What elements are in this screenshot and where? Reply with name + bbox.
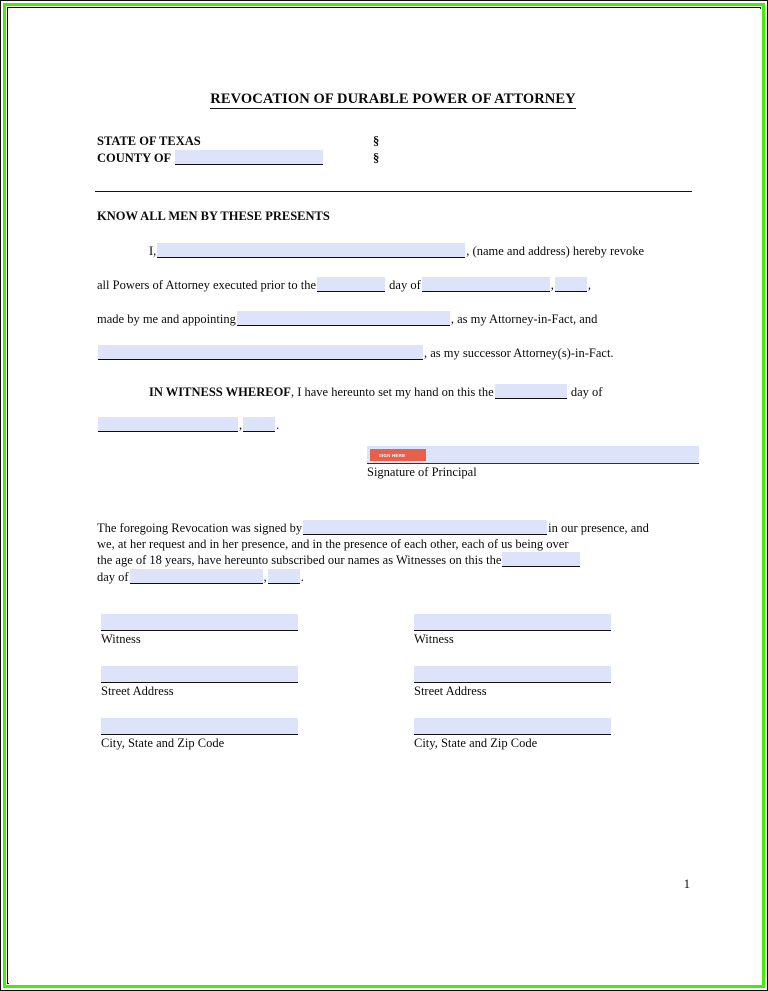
witness-2-city-input[interactable] <box>414 718 611 735</box>
witness-2-city-cell <box>414 718 611 751</box>
hand-date-period: . <box>276 418 280 432</box>
hand-day-input[interactable] <box>495 384 567 399</box>
witness-row-name <box>97 614 697 666</box>
revoke-line-2-b: day of <box>389 278 421 292</box>
witness-2-street-cell <box>414 666 611 699</box>
witness-1-name-input[interactable] <box>101 614 298 631</box>
page-number: 1 <box>683 877 690 891</box>
witness-1-city-caption: City, State and Zip Code <box>101 736 225 750</box>
witness-row-city <box>97 718 697 770</box>
in-witness-whereof-b: day of <box>570 385 603 399</box>
witness-1-city-input[interactable] <box>101 718 298 735</box>
revoke-line-2-a: all Powers of Attorney executed prior to the <box>97 278 317 292</box>
page-title <box>93 91 693 108</box>
sign-here-tag-label: SIGN HERE <box>370 449 414 461</box>
witness-2-street-caption: Street Address <box>414 684 487 698</box>
appointing-line-b: , as my Attorney-in-Fact, and <box>450 312 598 326</box>
hand-month-input[interactable] <box>98 417 238 432</box>
witness-attestation-paragraph <box>97 520 693 585</box>
witness-para-line-1-b: in our presence, and <box>548 521 649 535</box>
witness-para-line-4 <box>97 569 693 586</box>
section-symbol-2: § <box>373 151 380 165</box>
witness-para-line-4-a: day of <box>97 569 129 584</box>
in-witness-whereof-line <box>97 384 602 400</box>
county-input[interactable] <box>175 150 323 165</box>
witness-1-name-cell <box>101 614 298 647</box>
witness-2-city-caption: City, State and Zip Code <box>414 736 538 750</box>
witness-signature-columns <box>97 614 697 770</box>
witness-para-line-3 <box>97 552 693 569</box>
witness-day-input[interactable] <box>502 552 580 567</box>
in-witness-whereof-a: , I have hereunto set my hand on this the <box>290 385 494 399</box>
prior-year-input[interactable] <box>555 277 587 292</box>
name-address-input[interactable] <box>157 243 465 258</box>
signature-caption: Signature of Principal <box>367 465 477 479</box>
revoke-line-2 <box>97 277 591 293</box>
know-all-men-heading: KNOW ALL MEN BY THESE PRESENTS <box>97 209 330 223</box>
sign-here-tag-icon[interactable] <box>370 449 426 461</box>
witness-para-line-4-b: , <box>263 569 267 584</box>
in-witness-whereof-bold: IN WITNESS WHEREOF <box>149 385 291 399</box>
page-title-text: REVOCATION OF DURABLE POWER OF ATTORNEY <box>210 91 576 107</box>
principal-signature-input[interactable] <box>367 446 699 464</box>
witness-2-name-cell <box>414 614 611 647</box>
witness-month-input[interactable] <box>130 569 263 584</box>
successor-line-b: , as my successor Attorney(s)-in-Fact. <box>424 346 614 360</box>
successor-line <box>97 345 614 361</box>
successor-attorney-input[interactable] <box>98 345 423 360</box>
witness-2-name-input[interactable] <box>414 614 611 631</box>
signer-name-input[interactable] <box>303 520 547 535</box>
county-label: COUNTY OF <box>97 151 171 165</box>
witness-para-line-3-a: the age of 18 years, have hereunto subscribed our names as Witnesses on this the <box>97 553 502 568</box>
state-label: STATE OF TEXAS <box>97 134 201 148</box>
witness-1-street-caption: Street Address <box>101 684 174 698</box>
prior-day-input[interactable] <box>317 277 385 292</box>
revoke-line-1-prefix: I, <box>149 244 157 258</box>
hand-year-input[interactable] <box>243 417 275 432</box>
revoke-line-2-c: , <box>550 278 554 292</box>
hand-date-line <box>97 417 279 433</box>
witness-2-street-input[interactable] <box>414 666 611 683</box>
document-sheet <box>9 9 761 984</box>
witness-para-line-1-a: The foregoing Revocation was signed by <box>97 521 303 535</box>
horizontal-divider <box>95 191 692 192</box>
revoke-line-1 <box>97 243 644 259</box>
witness-year-input[interactable] <box>268 569 300 584</box>
signature-block <box>367 446 699 480</box>
prior-month-input[interactable] <box>422 277 550 292</box>
witness-para-line-2: we, at her request and in her presence, and in the presence of each other, each of us being over <box>97 536 569 551</box>
witness-1-street-input[interactable] <box>101 666 298 683</box>
witness-1-name-caption: Witness <box>101 632 141 646</box>
witness-1-street-cell <box>101 666 298 699</box>
attorney-in-fact-input[interactable] <box>237 311 450 326</box>
section-symbol-1: § <box>373 134 380 148</box>
revoke-line-1-suffix: , (name and address) hereby revoke <box>466 244 644 258</box>
sign-here-arrow-icon <box>414 449 426 461</box>
witness-2-name-caption: Witness <box>414 632 454 646</box>
state-county-block <box>97 133 693 167</box>
witness-row-street <box>97 666 697 718</box>
revoke-line-2-d: , <box>587 278 592 292</box>
hand-date-comma: , <box>239 418 243 432</box>
state-row <box>97 133 693 150</box>
witness-para-line-1 <box>97 520 693 537</box>
appointing-line <box>97 311 597 327</box>
witness-para-line-4-c: . <box>300 569 304 584</box>
witness-1-city-cell <box>101 718 298 751</box>
appointing-line-a: made by me and appointing <box>97 312 236 326</box>
county-row <box>97 150 693 167</box>
